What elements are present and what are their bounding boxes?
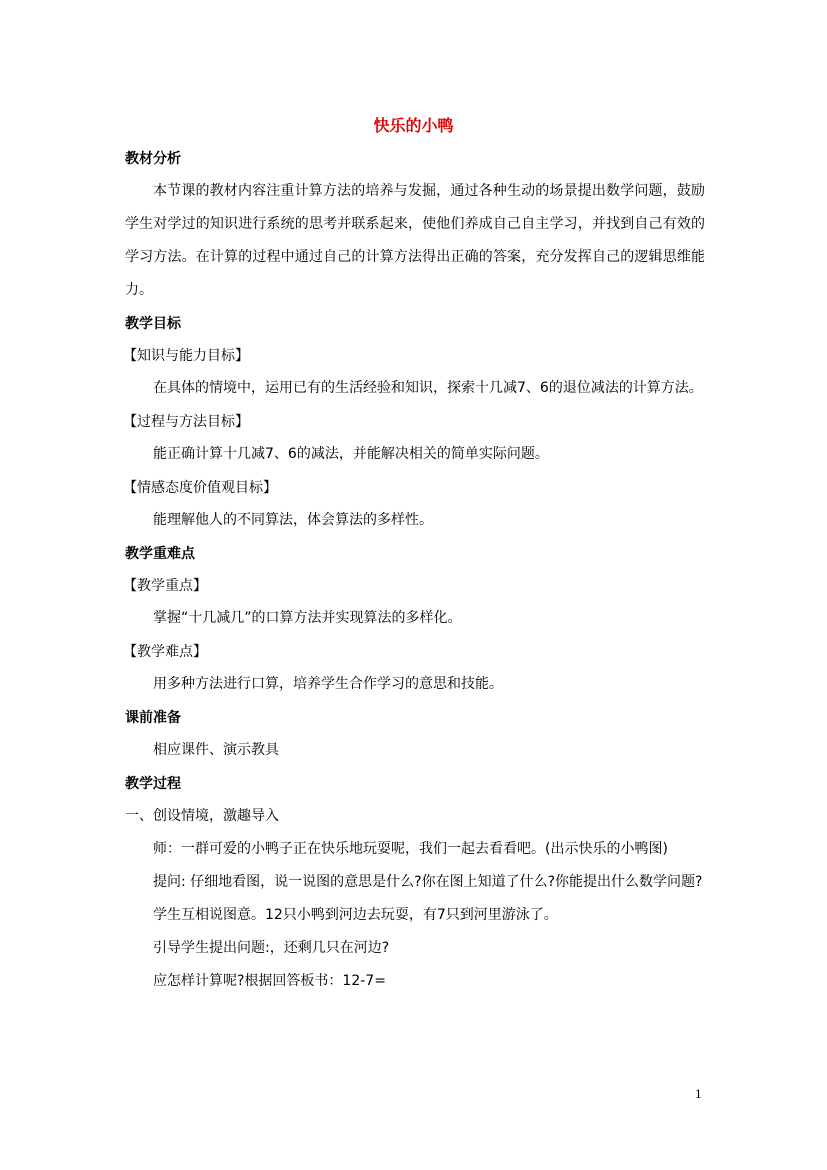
paragraph-goal-knowledge: 在具体的情境中，运用已有的生活经验和知识，探索十几减7、6的退位减法的计算方法。	[153, 380, 703, 396]
paragraph-step1-students: 学生互相说图意。12只小鸭到河边去玩耍，有7只到河里游泳了。	[153, 907, 558, 923]
paragraph-step1-teacher: 师：一群可爱的小鸭子正在快乐地玩耍呢，我们一起去看看吧。(出示快乐的小鸭图)	[153, 841, 668, 857]
document-body	[125, 148, 705, 998]
paragraph-step1-question: 提问: 仔细地看图，说一说图的意思是什么?你在图上知道了什么?你能提出什么数学问题?	[153, 874, 703, 890]
difficult-label: 【教学难点】	[123, 644, 207, 660]
paragraph-step1-guide: 引导学生提出问题:，还剩几只在河边?	[153, 940, 390, 956]
paragraph-prep: 相应课件、演示教具	[153, 742, 279, 758]
goal-label-knowledge: 【知识与能力目标】	[123, 348, 249, 364]
page-number: 1	[695, 1088, 702, 1101]
document-title: 快乐的小鸭	[373, 116, 454, 135]
step-title-intro: 一、创设情境，激趣导入	[125, 808, 279, 824]
goal-label-process: 【过程与方法目标】	[123, 414, 249, 430]
paragraph-step1-board: 应怎样计算呢?根据回答板书：12-7=	[153, 973, 386, 989]
paragraph-goal-attitude: 能理解他人的不同算法，体会算法的多样性。	[153, 512, 433, 528]
paragraph-difficult: 用多种方法进行口算，培养学生合作学习的意思和技能。	[153, 676, 503, 692]
goal-label-attitude: 【情感态度价值观目标】	[123, 480, 277, 496]
paragraph-key: 掌握“十几减几”的口算方法并实现算法的多样化。	[153, 610, 462, 626]
section-heading-keypoints: 教学重难点	[125, 546, 195, 562]
paragraph-analysis: 本节课的教材内容注重计算方法的培养与发掘，通过各种生动的场景提出数学问题，鼓励学生对学过的知识进行系统的思考并联系起来，使他们养成自己自主学习，并找到自己有效的学习方法。在计算的过程中通过自己的计算方法得出正确的答案，充分发挥自己的逻辑思维能力。	[125, 183, 705, 298]
section-heading-goals: 教学目标	[125, 316, 181, 332]
section-heading-prep: 课前准备	[125, 710, 181, 726]
key-label: 【教学重点】	[123, 578, 207, 594]
paragraph-goal-process: 能正确计算十几减7、6的减法，并能解决相关的简单实际问题。	[153, 446, 549, 462]
section-heading-process: 教学过程	[125, 776, 181, 792]
section-heading-analysis: 教材分析	[125, 151, 181, 167]
